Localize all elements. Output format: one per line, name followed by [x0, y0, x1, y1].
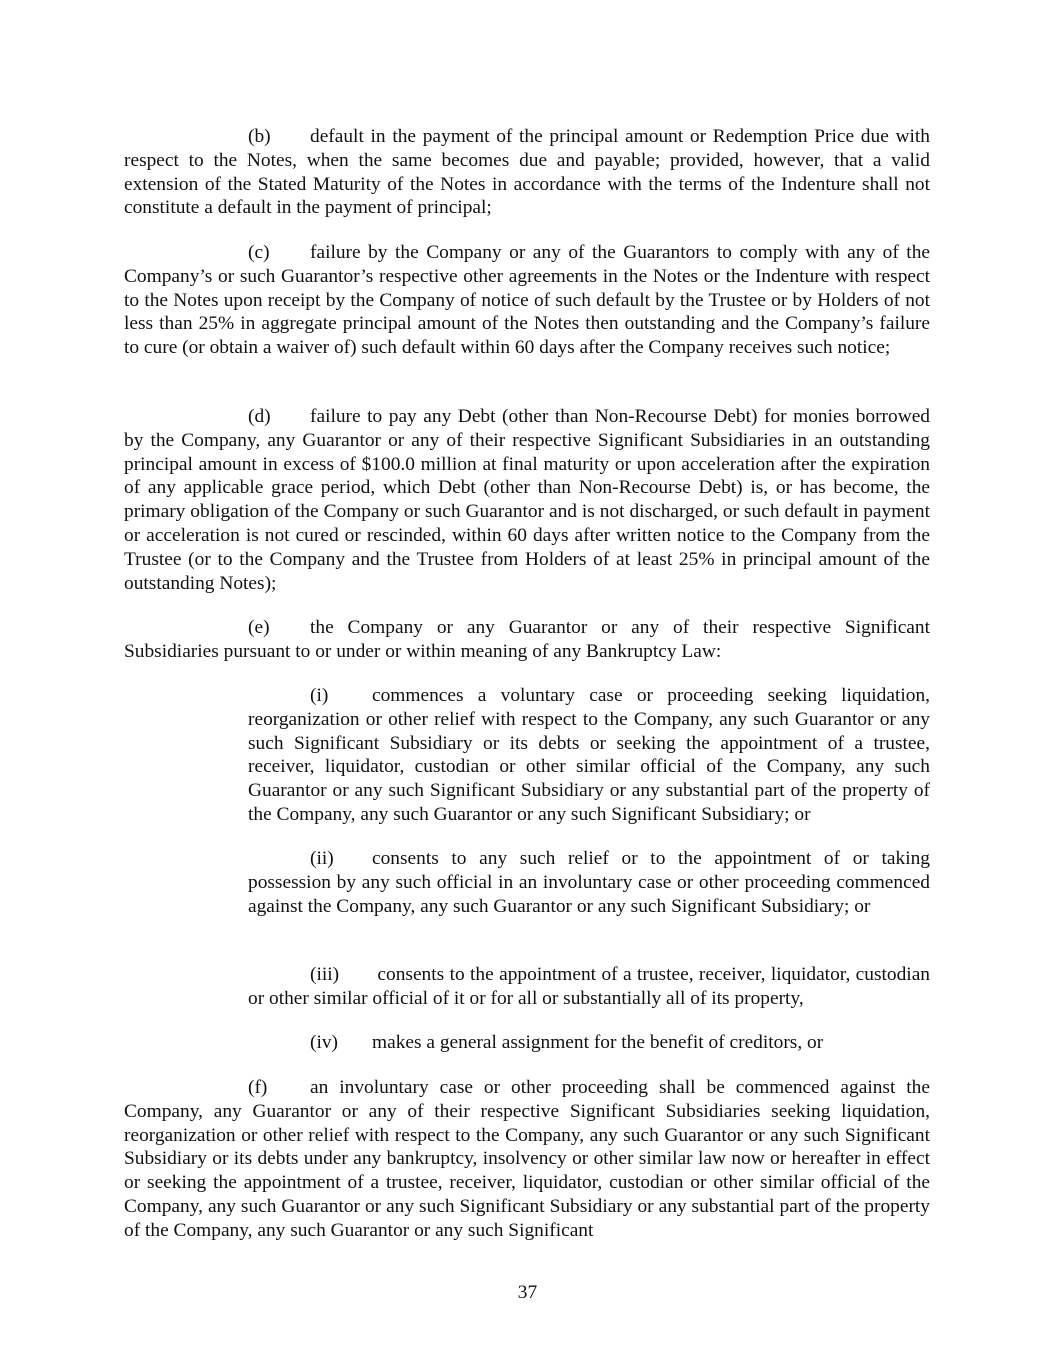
paragraph-text: failure by the Company or any of the Guarantors to comply with any of the Company’s or such Guarantor’s respective other agreements in the Notes or the Indenture with respect to the Notes upon receipt by the Company of notice of such default by the Trustee or by Holders of not less than 25% in aggregate principal amount of the Notes then outstanding and the Company’s failure to cure (or obtain a waiver of) such default within 60 days after the Company receives such notice; — [124, 242, 930, 359]
page-number: 37 — [517, 1282, 538, 1303]
subparagraph-label: (iii) — [310, 964, 340, 985]
paragraph-c — [124, 241, 930, 360]
subparagraph-iii — [248, 963, 930, 1011]
subparagraph-text: consents to any such relief or to the appointment of or taking possession by any such official in an involuntary case or other proceeding commenced against the Company, any such Guarantor or any such Significant Subsidiary; or — [248, 848, 930, 917]
subparagraph-text: commences a voluntary case or proceeding seeking liquidation, reorganization or other relief with respect to the Company, any such Guarantor or any such Significant Subsidiary or its debts or seeking the appointment of a trustee, receiver, liquidator, custodian or other similar official of the Company, any such Guarantor or any such Significant Subsidiary or any substantial part of the property of the Company, any such Guarantor or any such Significant Subsidiary; or — [248, 685, 930, 825]
paragraph-text: the Company or any Guarantor or any of their respective Significant Subsidiaries pursuant to or under or within meaning of any Bankruptcy Law: — [124, 617, 930, 662]
paragraph-f — [124, 1076, 930, 1243]
subparagraph-text: makes a general assignment for the benefit of creditors, or — [372, 1032, 824, 1053]
paragraph-e — [124, 616, 930, 664]
paragraph-d — [124, 405, 930, 595]
subparagraph-iv — [248, 1031, 930, 1055]
subparagraph-ii — [248, 847, 930, 918]
paragraph-label: (e) — [248, 617, 270, 638]
paragraph-text: failure to pay any Debt (other than Non-Recourse Debt) for monies borrowed by the Company, any Guarantor or any of their respective Significant Subsidiaries in an outstanding principal amount in excess of $100.0 million at final maturity or upon acceleration after the expiration of any applicable grace period, which Debt (other than Non-Recourse Debt) is, or has become, the primary obligation of the Company or such Guarantor and is not discharged, or such default in payment or acceleration is not cured or rescinded, within 60 days after written notice to the Company from the Trustee (or to the Company and the Trustee from Holders of at least 25% in principal amount of the outstanding Notes); — [124, 406, 930, 594]
paragraph-label: (d) — [248, 406, 271, 427]
paragraph-b — [124, 125, 930, 220]
paragraph-label: (c) — [248, 242, 270, 263]
subparagraph-label: (ii) — [310, 848, 334, 869]
subparagraph-label: (iv) — [310, 1032, 338, 1053]
subparagraph-text: consents to the appointment of a trustee, receiver, liquidator, custodian or other similar official of it or for all or substantially all of its property, — [248, 964, 930, 1009]
subparagraph-i — [248, 684, 930, 827]
paragraph-text: default in the payment of the principal amount or Redemption Price due with respect to the Notes, when the same becomes due and payable; provided, however, that a valid extension of the Stated Maturity of the Notes in accordance with the terms of the Indenture shall not constitute a default in the payment of principal; — [124, 126, 930, 219]
paragraph-text: an involuntary case or other proceeding shall be commenced against the Company, any Guarantor or any of their respective Significant Subsidiaries seeking liquidation, reorganization or other relief with respect to the Company, any such Guarantor or any such Significant Subsidiary or its debts under any bankruptcy, insolvency or other similar law now or hereafter in effect or seeking the appointment of a trustee, receiver, liquidator, custodian or other similar official of the Company, any such Guarantor or any such Significant Subsidiary or any substantial part of the property of the Company, any such Guarantor or any such Significant — [124, 1077, 930, 1241]
paragraph-label: (b) — [248, 126, 271, 147]
subparagraph-label: (i) — [310, 685, 329, 706]
paragraph-label: (f) — [248, 1077, 268, 1098]
